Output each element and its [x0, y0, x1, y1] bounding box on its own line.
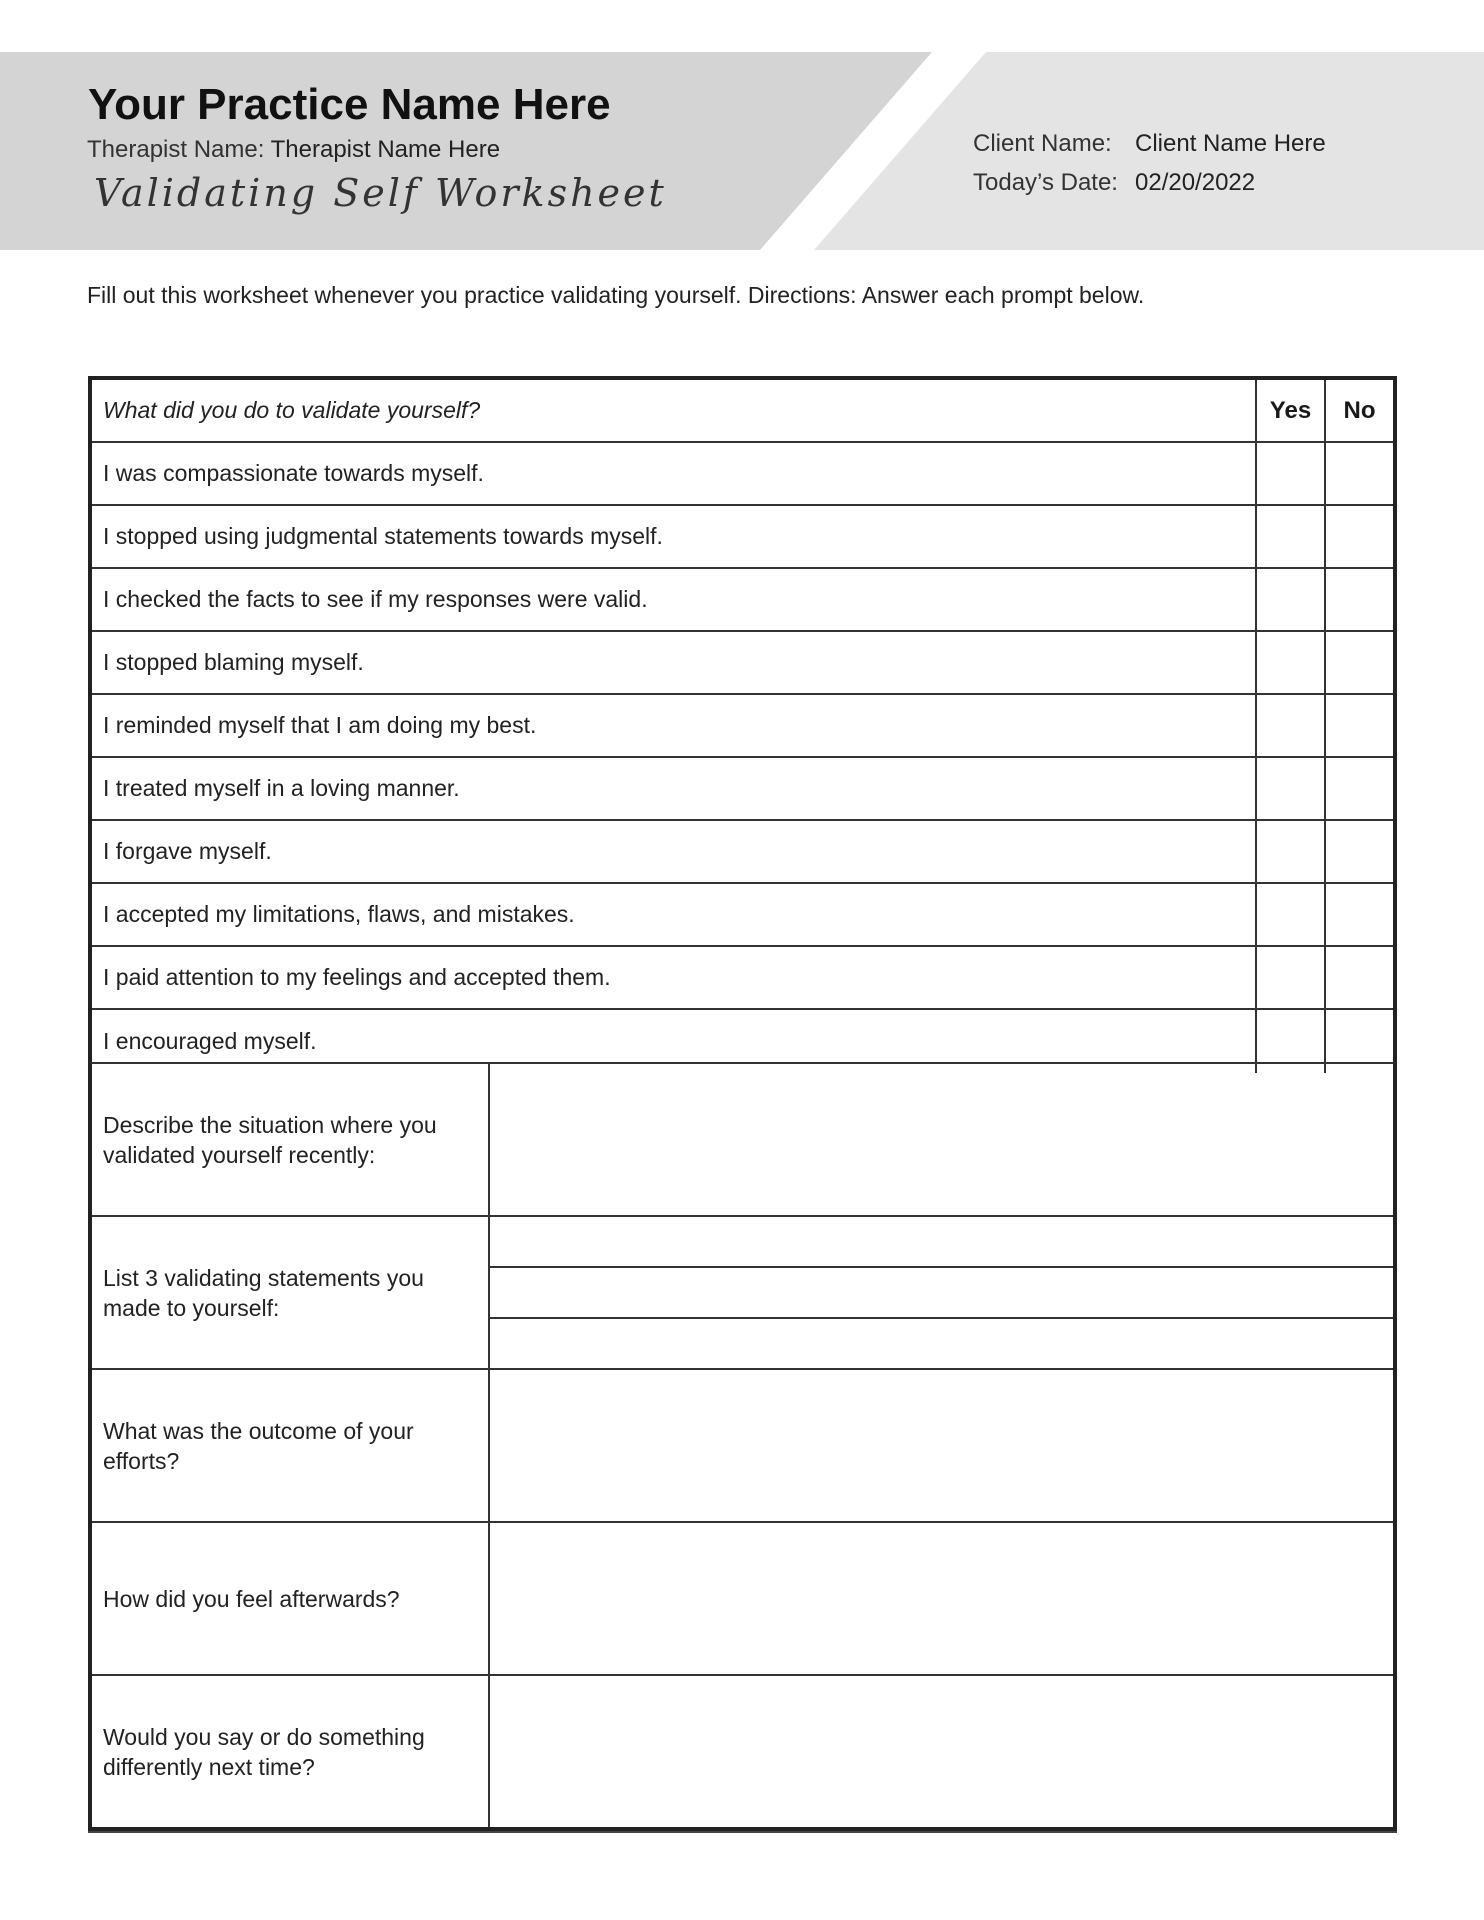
- worksheet-title: Validating Self Worksheet: [94, 171, 667, 215]
- instructions: Fill out this worksheet whenever you practice validating yourself. Directions: Answer each prompt below.: [87, 282, 1145, 308]
- client-name-field[interactable]: Client Name Here: [1135, 129, 1326, 157]
- no-checkbox[interactable]: [1326, 947, 1393, 1008]
- checklist-item: I treated myself in a loving manner.: [92, 758, 1257, 819]
- yes-checkbox[interactable]: [1257, 632, 1326, 693]
- checklist-item: I stopped using judgmental statements towards myself.: [92, 506, 1257, 567]
- client-name-row: [973, 124, 1326, 163]
- statement-field[interactable]: [490, 1217, 1393, 1268]
- therapist-name[interactable]: Therapist Name Here: [270, 136, 501, 163]
- statement-field[interactable]: [490, 1268, 1393, 1319]
- checklist-row: [92, 632, 1393, 695]
- prompt-row: [92, 1676, 1393, 1831]
- yes-checkbox[interactable]: [1257, 884, 1326, 945]
- no-checkbox[interactable]: [1326, 695, 1393, 756]
- checklist-item: I paid attention to my feelings and accepted them.: [92, 947, 1257, 1008]
- yes-checkbox[interactable]: [1257, 443, 1326, 504]
- checklist-question: What did you do to validate yourself?: [92, 380, 1257, 441]
- checklist-item: I forgave myself.: [92, 821, 1257, 882]
- checklist-item: I accepted my limitations, flaws, and mistakes.: [92, 884, 1257, 945]
- checklist-item: I was compassionate towards myself.: [92, 443, 1257, 504]
- yes-checkbox[interactable]: [1257, 758, 1326, 819]
- yes-checkbox[interactable]: [1257, 506, 1326, 567]
- checklist-row: [92, 695, 1393, 758]
- no-checkbox[interactable]: [1326, 758, 1393, 819]
- prompt-label: Describe the situation where you validated yourself recently:: [92, 1064, 490, 1215]
- prompt-row: [92, 1064, 1393, 1217]
- bottom-divider: [88, 1831, 1397, 1833]
- checklist-header-row: [92, 380, 1393, 443]
- client-info: [973, 124, 1326, 202]
- prompt-label: List 3 validating statements you made to yourself:: [92, 1217, 490, 1368]
- therapist-line: [87, 136, 500, 164]
- practice-name: Your Practice Name Here: [88, 80, 611, 129]
- checklist-row: [92, 506, 1393, 569]
- prompt-row: [92, 1217, 1393, 1370]
- checklist-item: I checked the facts to see if my responses were valid.: [92, 569, 1257, 630]
- checklist-row: [92, 884, 1393, 947]
- yes-checkbox[interactable]: [1257, 821, 1326, 882]
- prompt-label: How did you feel afterwards?: [92, 1523, 490, 1674]
- therapist-label: Therapist Name:: [87, 136, 265, 163]
- prompt-answer-field[interactable]: [490, 1523, 1393, 1674]
- prompt-row: [92, 1370, 1393, 1523]
- no-checkbox[interactable]: [1326, 884, 1393, 945]
- checklist-item: I encouraged myself.: [92, 1010, 1257, 1073]
- checklist-row: [92, 947, 1393, 1010]
- checklist-row: [92, 443, 1393, 506]
- client-name-label: Client Name:: [973, 129, 1112, 157]
- no-checkbox[interactable]: [1326, 821, 1393, 882]
- no-checkbox[interactable]: [1326, 632, 1393, 693]
- prompt-answer-field[interactable]: [490, 1676, 1393, 1827]
- yes-checkbox[interactable]: [1257, 695, 1326, 756]
- date-field[interactable]: 02/20/2022: [1135, 168, 1256, 196]
- prompt-answer-field[interactable]: [490, 1064, 1393, 1215]
- no-header: No: [1343, 396, 1376, 424]
- prompt-answer-lines: [490, 1217, 1393, 1368]
- prompt-label: Would you say or do something differently next time?: [92, 1676, 490, 1827]
- no-checkbox[interactable]: [1326, 443, 1393, 504]
- prompt-answer-field[interactable]: [490, 1370, 1393, 1521]
- yes-header: Yes: [1257, 380, 1326, 441]
- date-row: [973, 163, 1326, 202]
- prompt-row: [92, 1523, 1393, 1676]
- yes-checkbox[interactable]: [1257, 947, 1326, 1008]
- checklist-row: [92, 758, 1393, 821]
- checklist-item: I reminded myself that I am doing my best.: [92, 695, 1257, 756]
- checklist-table: [88, 376, 1397, 1073]
- date-label: Today’s Date:: [973, 168, 1118, 196]
- checklist-row: [92, 821, 1393, 884]
- prompt-label: What was the outcome of your efforts?: [92, 1370, 490, 1521]
- no-checkbox[interactable]: [1326, 569, 1393, 630]
- checklist-item: I stopped blaming myself.: [92, 632, 1257, 693]
- yes-checkbox[interactable]: [1257, 569, 1326, 630]
- no-checkbox[interactable]: [1326, 506, 1393, 567]
- checklist-row: [92, 569, 1393, 632]
- statement-field[interactable]: [490, 1319, 1393, 1368]
- prompts-table: [88, 1062, 1397, 1831]
